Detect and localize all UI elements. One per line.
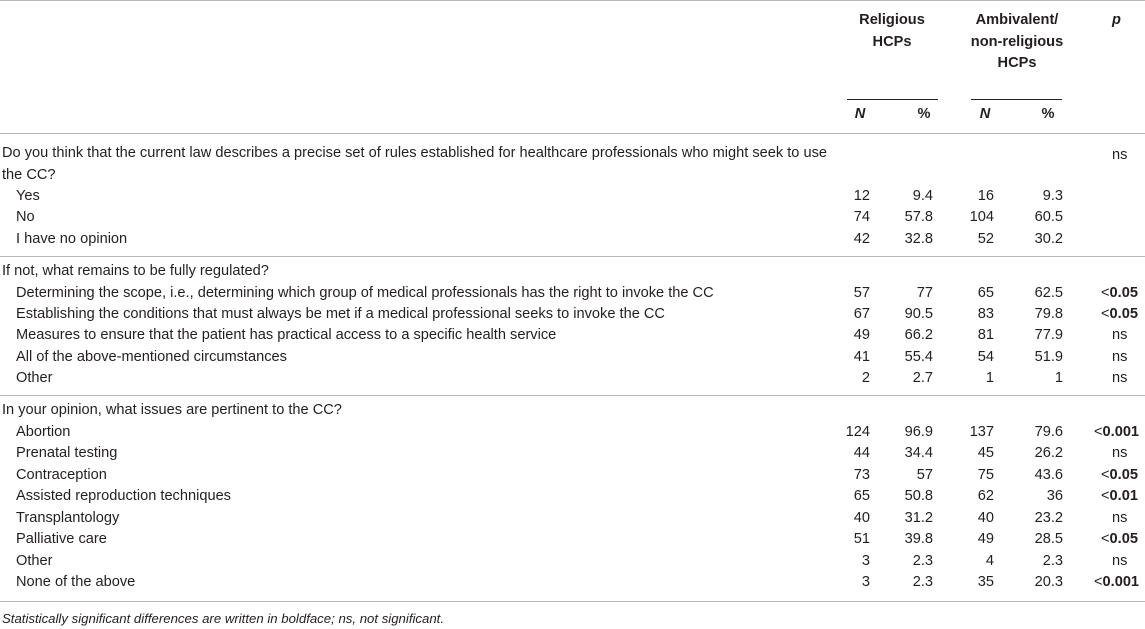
cell-pct-religious: 31.2	[904, 510, 933, 526]
cell-n-nonreligious: 16	[977, 188, 994, 204]
cell-pct-religious: 66.2	[904, 327, 933, 343]
cell-n-religious: 73	[853, 467, 870, 483]
group-underline-nonreligious	[971, 99, 1062, 100]
cell-pct-religious: 2.3	[912, 553, 933, 569]
cell-n-nonreligious: 49	[977, 531, 994, 547]
section-divider	[0, 395, 1145, 396]
cell-pct-religious: 57.8	[904, 209, 933, 225]
p-value-cell: ns	[1112, 147, 1128, 163]
p-value-cell: ns	[1112, 510, 1128, 526]
column-group-religious: Religious HCPs	[859, 12, 925, 50]
cell-pct-religious: 32.8	[904, 231, 933, 247]
row-label: Assisted reproduction techniques	[16, 488, 231, 504]
cell-pct-religious: 96.9	[904, 424, 933, 440]
row-label: Prenatal testing	[16, 445, 118, 461]
column-header-n-religious: N	[854, 106, 866, 122]
table-bottom-rule	[0, 601, 1145, 602]
cell-pct-nonreligious: 30.2	[1034, 231, 1063, 247]
cell-pct-nonreligious: 28.5	[1034, 531, 1063, 547]
p-value-significant: 0.01	[1109, 488, 1138, 504]
cell-n-religious: 49	[853, 327, 870, 343]
cell-n-religious: 67	[853, 306, 870, 322]
cell-n-religious: 44	[853, 445, 870, 461]
row-label: Other	[16, 553, 53, 569]
section-divider	[0, 256, 1145, 257]
p-value-significant: 0.05	[1109, 531, 1138, 547]
p-value-significant: 0.05	[1109, 467, 1138, 483]
cell-pct-religious: 50.8	[904, 488, 933, 504]
cell-pct-religious: 77	[916, 285, 933, 301]
p-prefix: <	[1101, 467, 1110, 483]
cell-pct-nonreligious: 9.3	[1042, 188, 1063, 204]
cell-n-nonreligious: 65	[977, 285, 994, 301]
cell-n-religious: 51	[853, 531, 870, 547]
cell-pct-religious: 2.7	[912, 370, 933, 386]
p-prefix: <	[1094, 574, 1103, 590]
cell-n-nonreligious: 45	[977, 445, 994, 461]
row-label: Yes	[16, 188, 40, 204]
cell-n-nonreligious: 1	[985, 370, 994, 386]
cell-pct-nonreligious: 79.8	[1034, 306, 1063, 322]
cell-pct-nonreligious: 26.2	[1034, 445, 1063, 461]
row-label: Other	[16, 370, 53, 386]
question-text: In your opinion, what issues are pertinent to the CC?	[2, 402, 342, 418]
p-value-cell	[1101, 529, 1138, 549]
row-label: Abortion	[16, 424, 71, 440]
cell-pct-nonreligious: 1	[1054, 370, 1063, 386]
row-label: Palliative care	[16, 531, 107, 547]
p-value-cell: ns	[1112, 553, 1128, 569]
cell-pct-religious: 2.3	[912, 574, 933, 590]
row-label: Transplantology	[16, 510, 120, 526]
column-header-p: p	[1112, 12, 1121, 28]
group-underline-religious	[847, 99, 938, 100]
p-prefix: <	[1101, 285, 1110, 301]
row-label: Determining the scope, i.e., determining which group of medical professionals has the right to invoke the CC	[16, 285, 714, 301]
question-text: If not, what remains to be fully regulated?	[2, 263, 269, 279]
table-top-rule	[0, 0, 1145, 1]
p-value-cell	[1094, 572, 1139, 592]
p-prefix: <	[1101, 306, 1110, 322]
p-value-significant: 0.05	[1109, 285, 1138, 301]
cell-n-religious: 65	[853, 488, 870, 504]
p-value-cell	[1101, 486, 1138, 506]
cell-n-religious: 3	[861, 574, 870, 590]
cell-n-religious: 40	[853, 510, 870, 526]
cell-pct-religious: 39.8	[904, 531, 933, 547]
cell-n-religious: 2	[861, 370, 870, 386]
cell-n-nonreligious: 104	[969, 209, 994, 225]
cell-n-religious: 124	[845, 424, 870, 440]
row-label: I have no opinion	[16, 231, 128, 247]
cell-n-nonreligious: 81	[977, 327, 994, 343]
cell-n-nonreligious: 75	[977, 467, 994, 483]
cell-pct-religious: 9.4	[912, 188, 933, 204]
cell-n-nonreligious: 40	[977, 510, 994, 526]
cell-n-nonreligious: 4	[985, 553, 994, 569]
cell-n-religious: 41	[853, 349, 870, 365]
p-value-significant: 0.05	[1109, 306, 1138, 322]
cell-pct-nonreligious: 43.6	[1034, 467, 1063, 483]
cell-n-religious: 3	[861, 553, 870, 569]
p-prefix: <	[1101, 488, 1110, 504]
column-header-n-nonreligious: N	[979, 106, 991, 122]
cell-n-nonreligious: 83	[977, 306, 994, 322]
row-label: Contraception	[16, 467, 107, 483]
cell-pct-religious: 57	[916, 467, 933, 483]
cell-n-nonreligious: 137	[969, 424, 994, 440]
column-header-pct-nonreligious: %	[1041, 106, 1055, 122]
cell-n-nonreligious: 54	[977, 349, 994, 365]
p-value-significant: 0.001	[1102, 574, 1140, 590]
cell-pct-nonreligious: 2.3	[1042, 553, 1063, 569]
p-value-cell: ns	[1112, 445, 1128, 461]
cell-pct-nonreligious: 23.2	[1034, 510, 1063, 526]
row-label: No	[16, 209, 35, 225]
row-label: Establishing the conditions that must always be met if a medical professional seeks to invoke the CC	[16, 306, 665, 322]
cell-pct-nonreligious: 79.6	[1034, 424, 1063, 440]
cell-n-religious: 12	[853, 188, 870, 204]
p-value-cell	[1101, 283, 1138, 303]
cell-n-religious: 74	[853, 209, 870, 225]
cell-pct-religious: 55.4	[904, 349, 933, 365]
p-value-significant: 0.001	[1102, 424, 1140, 440]
cell-pct-nonreligious: 60.5	[1034, 209, 1063, 225]
p-value-cell	[1094, 422, 1139, 442]
cell-pct-nonreligious: 77.9	[1034, 327, 1063, 343]
cell-pct-nonreligious: 51.9	[1034, 349, 1063, 365]
p-prefix: <	[1101, 531, 1110, 547]
header-bottom-rule	[0, 133, 1145, 134]
p-prefix: <	[1094, 424, 1103, 440]
cell-n-nonreligious: 52	[977, 231, 994, 247]
p-value-cell	[1101, 304, 1138, 324]
cell-n-nonreligious: 35	[977, 574, 994, 590]
column-group-nonreligious: Ambivalent/ non-religious HCPs	[970, 12, 1064, 71]
p-value-cell: ns	[1112, 370, 1128, 386]
p-value-cell	[1101, 465, 1138, 485]
cell-pct-nonreligious: 36	[1046, 488, 1063, 504]
row-label: Measures to ensure that the patient has practical access to a specific health service	[16, 327, 557, 343]
cell-pct-religious: 34.4	[904, 445, 933, 461]
cell-pct-nonreligious: 62.5	[1034, 285, 1063, 301]
column-header-pct-religious: %	[917, 106, 931, 122]
row-label: None of the above	[16, 574, 136, 590]
table-footnote: Statistically significant differences are written in boldface; ns, not significant.	[2, 611, 445, 626]
cell-pct-nonreligious: 20.3	[1034, 574, 1063, 590]
cell-n-religious: 42	[853, 231, 870, 247]
question-text: Do you think that the current law describes a precise set of rules established for healthcare professionals who might seek to use the CC?	[2, 145, 827, 183]
p-value-cell: ns	[1112, 327, 1128, 343]
row-label: All of the above-mentioned circumstances	[16, 349, 287, 365]
cell-n-religious: 57	[853, 285, 870, 301]
p-value-cell: ns	[1112, 349, 1128, 365]
cell-pct-religious: 90.5	[904, 306, 933, 322]
cell-n-nonreligious: 62	[977, 488, 994, 504]
